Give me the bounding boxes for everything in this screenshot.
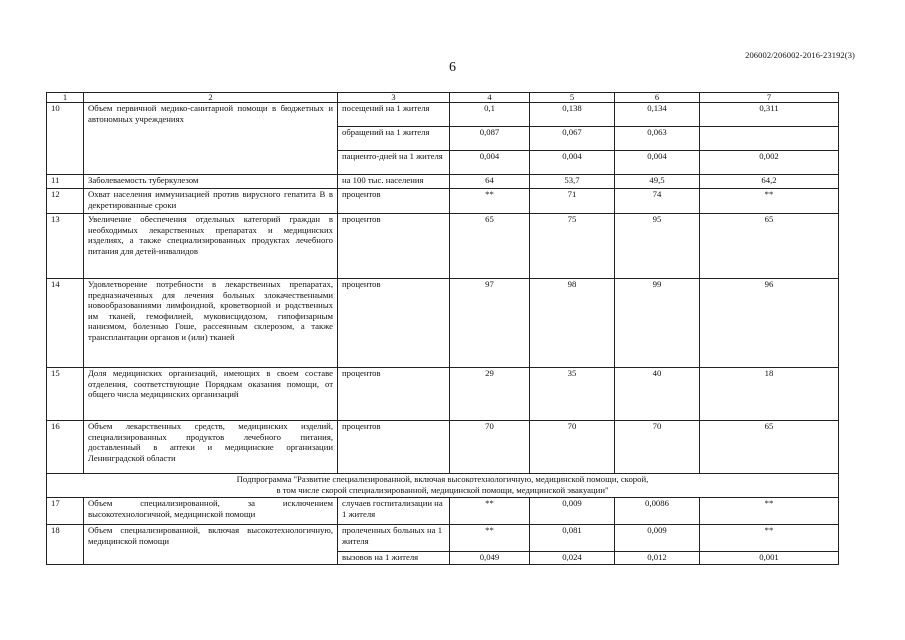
column-numbers-row bbox=[47, 93, 839, 103]
indicator-description: Объем лекарственных средств, медицинских изделий, специализированных продуктов лечебного питания, доставленный в аптеки и медицинские организации Ленинградской области bbox=[84, 421, 338, 474]
value-cell: 70 bbox=[530, 421, 615, 474]
value-cell: 74 bbox=[615, 189, 700, 214]
value-cell: 18 bbox=[700, 368, 839, 421]
value-cell: 0,009 bbox=[530, 498, 615, 525]
table-row bbox=[47, 175, 839, 189]
value-cell: 0,004 bbox=[615, 151, 700, 175]
header-cell: 5 bbox=[530, 93, 615, 103]
value-cell: 0,081 bbox=[530, 525, 615, 552]
value-cell: 0,1 bbox=[450, 103, 530, 127]
value-cell: ** bbox=[700, 498, 839, 525]
value-cell: 0,138 bbox=[530, 103, 615, 127]
value-cell: ** bbox=[450, 498, 530, 525]
value-cell: 0,012 bbox=[615, 552, 700, 565]
value-cell: 53,7 bbox=[530, 175, 615, 189]
table-row bbox=[47, 214, 839, 279]
indicator-description: Объем специализированной, включая высокотехнологичную, медицинской помощи bbox=[84, 525, 338, 565]
value-cell: 0,134 bbox=[615, 103, 700, 127]
value-cell: 99 bbox=[615, 279, 700, 368]
document-id: 206002/206002-2016-23192(3) bbox=[745, 50, 855, 60]
row-number: 10 bbox=[47, 103, 84, 175]
value-cell: 0,009 bbox=[615, 525, 700, 552]
header-cell: 7 bbox=[700, 93, 839, 103]
row-number: 15 bbox=[47, 368, 84, 421]
row-number: 17 bbox=[47, 498, 84, 525]
unit-cell: на 100 тыс. населения bbox=[338, 175, 450, 189]
value-cell: 98 bbox=[530, 279, 615, 368]
value-cell: 97 bbox=[450, 279, 530, 368]
indicator-description: Объем специализированной, за исключением высокотехнологичной, медицинской помощи bbox=[84, 498, 338, 525]
header-cell: 2 bbox=[84, 93, 338, 103]
header-cell: 1 bbox=[47, 93, 84, 103]
unit-cell: процентов bbox=[338, 189, 450, 214]
value-cell: 49,5 bbox=[615, 175, 700, 189]
unit-cell: процентов bbox=[338, 214, 450, 279]
value-cell: 0,004 bbox=[450, 151, 530, 175]
value-cell: 0,0086 bbox=[615, 498, 700, 525]
table-row bbox=[47, 498, 839, 525]
indicator-description: Объем первичной медико-санитарной помощи в бюджетных и автономных учреждениях bbox=[84, 103, 338, 175]
table-row bbox=[47, 368, 839, 421]
header-cell: 4 bbox=[450, 93, 530, 103]
value-cell: 0,004 bbox=[530, 151, 615, 175]
value-cell: 0,063 bbox=[615, 127, 700, 151]
indicator-description: Доля медицинских организаций, имеющих в своем составе отделения, соответствующие Порядкам оказания помощи, от общего числа медицинских организаций bbox=[84, 368, 338, 421]
unit-cell: обращений на 1 жителя bbox=[338, 127, 450, 151]
value-cell: 0,087 bbox=[450, 127, 530, 151]
unit-cell: процентов bbox=[338, 421, 450, 474]
subprogram-title-line: в том числе скорой специализированной, медицинской помощи, медицинской эвакуации" bbox=[276, 484, 609, 495]
indicators-table bbox=[46, 92, 839, 565]
table-row bbox=[47, 103, 839, 127]
table-row bbox=[47, 525, 839, 552]
page-number: 6 bbox=[449, 60, 456, 75]
subprogram-title bbox=[47, 474, 839, 498]
value-cell: 0,002 bbox=[700, 151, 839, 175]
subprogram-title-line: Подпрограмма "Развитие специализированной, включая высокотехнологичную, медицинской помощи, скорой, bbox=[236, 474, 649, 484]
table-row bbox=[47, 421, 839, 474]
unit-cell: пациенто-дней на 1 жителя bbox=[338, 151, 450, 175]
value-cell: 65 bbox=[700, 421, 839, 474]
value-cell: 0,001 bbox=[700, 552, 839, 565]
unit-cell: процентов bbox=[338, 368, 450, 421]
value-cell: 71 bbox=[530, 189, 615, 214]
value-cell: 70 bbox=[450, 421, 530, 474]
unit-cell: посещений на 1 жителя bbox=[338, 103, 450, 127]
unit-cell: случаев госпитализации на 1 жителя bbox=[338, 498, 450, 525]
indicator-description: Охват населения иммунизацией против вирусного гепатита В в декретированные сроки bbox=[84, 189, 338, 214]
table-row bbox=[47, 189, 839, 214]
row-number: 11 bbox=[47, 175, 84, 189]
header-cell: 6 bbox=[615, 93, 700, 103]
value-cell: 0,311 bbox=[700, 103, 839, 127]
value-cell: 0,049 bbox=[450, 552, 530, 565]
value-cell: ** bbox=[450, 525, 530, 552]
indicator-description: Заболеваемость туберкулезом bbox=[84, 175, 338, 189]
value-cell bbox=[700, 127, 839, 151]
row-number: 14 bbox=[47, 279, 84, 368]
value-cell: ** bbox=[450, 189, 530, 214]
unit-cell: вызовов на 1 жителя bbox=[338, 552, 450, 565]
row-number: 13 bbox=[47, 214, 84, 279]
indicator-description: Удовлетворение потребности в лекарственных препаратах, предназначенных для лечения больных злокачественными новообразованиями лимфоидной, кроветворной и родственных им тканей, гемофилией, муковисцидозом, гипофизарным нанизмом, болезнью Гоше, рассеянным склерозом, а также трансплантации органов и (или) тканей bbox=[84, 279, 338, 368]
row-number: 12 bbox=[47, 189, 84, 214]
value-cell: 95 bbox=[615, 214, 700, 279]
value-cell: 70 bbox=[615, 421, 700, 474]
value-cell: 29 bbox=[450, 368, 530, 421]
header-cell: 3 bbox=[338, 93, 450, 103]
value-cell: 96 bbox=[700, 279, 839, 368]
subprogram-row bbox=[47, 474, 839, 498]
unit-cell: пролеченных больных на 1 жителя bbox=[338, 525, 450, 552]
value-cell: 0,024 bbox=[530, 552, 615, 565]
value-cell: 65 bbox=[700, 214, 839, 279]
value-cell: 35 bbox=[530, 368, 615, 421]
value-cell: 64,2 bbox=[700, 175, 839, 189]
value-cell: 40 bbox=[615, 368, 700, 421]
value-cell: 64 bbox=[450, 175, 530, 189]
indicator-description: Увеличение обеспечения отдельных категорий граждан в необходимых лекарственных препаратах и медицинских изделиях, а также специализированных продуктах лечебного питания для детей-инвалидов bbox=[84, 214, 338, 279]
value-cell: 0,067 bbox=[530, 127, 615, 151]
value-cell: ** bbox=[700, 525, 839, 552]
value-cell: 75 bbox=[530, 214, 615, 279]
unit-cell: процентов bbox=[338, 279, 450, 368]
value-cell: ** bbox=[700, 189, 839, 214]
row-number: 18 bbox=[47, 525, 84, 565]
table-row bbox=[47, 279, 839, 368]
value-cell: 65 bbox=[450, 214, 530, 279]
row-number: 16 bbox=[47, 421, 84, 474]
